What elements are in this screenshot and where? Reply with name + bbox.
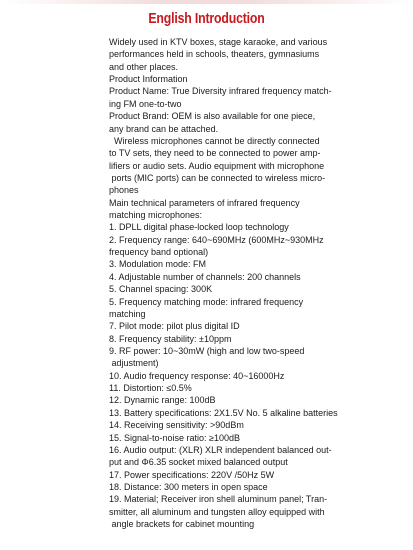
spec-item: 3. Modulation mode: FM <box>109 259 207 270</box>
spec-item: 10. Audio frequency response: 40~16000Hz <box>109 370 285 381</box>
section-heading: Product Information <box>109 74 188 85</box>
spec-item: 12. Dynamic range: 100dB <box>109 395 216 406</box>
spec-item: adjustment) <box>109 358 159 369</box>
text-line: and other places. <box>109 61 179 72</box>
spec-item: 11. Distortion: ≤0.5% <box>109 383 192 394</box>
spec-item: 2. Frequency range: 640~690MHz (600MHz~930MHz <box>109 234 324 245</box>
text-line: Widely used in KTV boxes, stage karaoke, and various <box>109 37 328 47</box>
spec-item: 14. Receiving sensitivity: >90dBm <box>109 420 244 431</box>
text-line: phones <box>109 185 139 196</box>
spec-item: 5. Frequency matching mode: infrared frequency <box>109 296 304 307</box>
text-line: Product Brand: OEM is also available for one piece, <box>109 111 316 122</box>
spec-item: 7. Pilot mode: pilot plus digital ID <box>109 321 240 332</box>
text-line: ing FM one-to-two <box>109 98 182 109</box>
text-line: matching microphones: <box>109 210 203 221</box>
text-line: ports (MIC ports) can be connected to wireless micro- <box>109 172 326 183</box>
spec-item: 15. Signal-to-noise ratio: ≥100dB <box>109 432 241 443</box>
spec-item: 13. Battery specifications: 2X1.5V No. 5 alkaline batteries <box>109 407 338 418</box>
text-line: to TV sets, they need to be connected to power amp- <box>109 148 321 159</box>
text-line: Product Name: True Diversity infrared frequency match- <box>109 86 332 97</box>
spec-item: matching <box>109 308 146 319</box>
spec-item: 17. Power specifications: 220V /50Hz 5W <box>109 469 275 480</box>
text-line: Main technical parameters of infrared frequency <box>109 197 300 208</box>
spec-item: 16. Audio output: (XLR) XLR independent balanced out- <box>109 444 332 455</box>
top-color-strip <box>0 0 413 4</box>
spec-item: 1. DPLL digital phase-locked loop technology <box>109 222 289 233</box>
spec-item: 8. Frequency stability: ±10ppm <box>109 333 232 344</box>
page-title: English Introduction <box>148 10 265 27</box>
spec-item: 4. Adjustable number of channels: 200 channels <box>109 271 301 282</box>
spec-item: angle brackets for cabinet mounting <box>109 519 255 530</box>
spec-item: 19. Material; Receiver iron shell aluminum panel; Tran- <box>109 494 328 505</box>
spec-item: put and Φ6.35 socket mixed balanced output <box>109 457 288 468</box>
text-line: lifiers or audio sets. Audio equipment with microphone <box>109 160 325 171</box>
text-line: any brand can be attached. <box>109 123 219 134</box>
text-line: performances held in schools, theaters, gymnasiums <box>109 49 320 60</box>
text-line: Wireless microphones cannot be directly connected <box>109 135 320 146</box>
spec-item: frequency band optional) <box>109 247 209 258</box>
spec-item: 9. RF power: 10~30mW (high and low two-speed <box>109 345 305 356</box>
document-body <box>109 36 409 530</box>
spec-item: smitter, all aluminum and tungsten alloy equipped with <box>109 506 325 517</box>
spec-item: 18. Distance: 300 meters in open space <box>109 481 268 492</box>
spec-item: 5. Channel spacing: 300K <box>109 284 213 295</box>
